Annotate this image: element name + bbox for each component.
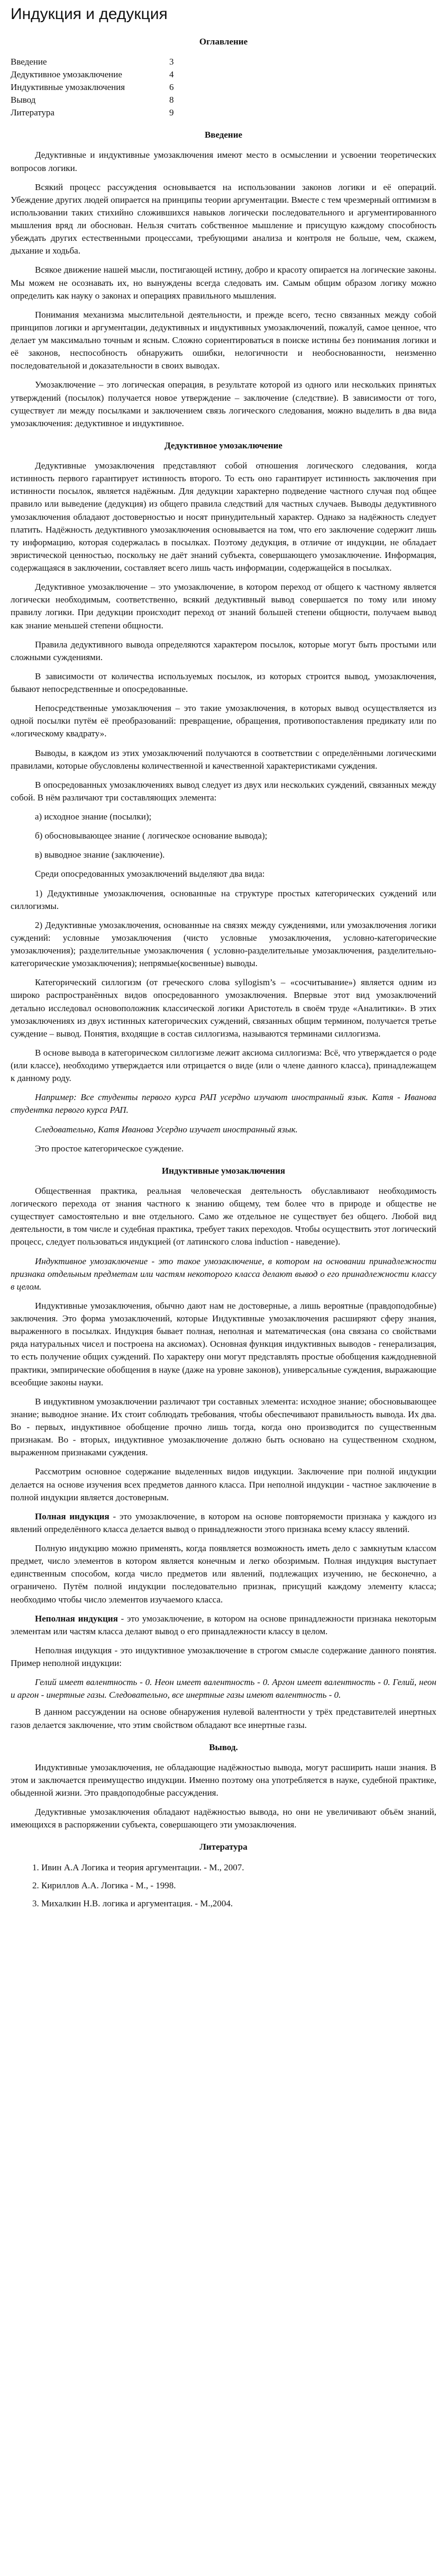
section-heading-intro: Введение (204, 130, 243, 140)
paragraph-text: - это умозаключение, в котором на основе повторяемости признака у каждого из явлений определённого класса делается вывод о принадлежности этого признака всему классу явлений. (11, 1511, 436, 1534)
reference-item: 1. Ивин А.А Логика и теория аргументации. - М., 2007. (41, 1861, 436, 1874)
paragraph: Дедуктивное умозаключение – это умозаключение, в котором переход от общего к частному является логически необходимым, соответственно, всякий дедуктивный вывод совершается по тому или иному правилу логики. При дедукции происходит переход от знаний большей степени общности, получаем вывод как знание меньшей степени общности. (11, 582, 436, 631)
definition-paragraph: Индуктивное умозаключение - это такое умозаключение, в котором на основании принадлежности признака отдельным предметам или частям некоторого класса делают вывод о его принадлежности классу в целом. (11, 1256, 436, 1292)
example-paragraph: Гелий имеет валентность - 0. Неон имеет валентность - 0. Аргон имеет валентность - 0. Гелий, неон и аргон - инертные газы. Следовательно, все инертные газы имеют валентность - 0. (11, 1677, 436, 1700)
paragraph: Правила дедуктивного вывода определяются характером посылок, которые могут быть простыми или сложными суждениями. (11, 639, 436, 662)
toc-entry: Литература (11, 107, 54, 118)
paragraph: Индуктивные умозаключения, не обладающие надёжностью вывода, могут расширить наши знания. В этом и заключается преимущество индукции. Именно поэтому она употребляется в науке, судебной практике, обыденной жизни. Это правдоподобные рассуждения. (11, 1762, 436, 1798)
paragraph: Всякий процесс рассуждения основывается на использовании законов логики и её операций. Убеждение других людей опирается на принципы теории аргументации. Вместе с тем чрезмерный оптимизм в использовании таких стихийно сложившихся навыков логически последовательного и аргументированного мышления вряд ли обоснован. Нельзя считать собственное мышление и присущую каждому способность убеждать других естественными процессами, требующими анализа и контроля не больше, чем, скажем, дыхание и ходьба. (11, 182, 436, 256)
paragraph (11, 1510, 436, 1536)
term-incomplete-induction: Неполная индукция (35, 1613, 118, 1624)
references-list (11, 1861, 436, 1910)
toc-entry: Дедуктивное умозаключение (11, 69, 122, 79)
toc-row[interactable] (11, 106, 180, 119)
paragraph: Умозаключение – это логическая операция, в результате которой из одного или нескольких принятых утверждений (посылок) получается новое утверждение – заключение (следствие). В зависимости от того, существует ли между посылками и заключением связь логического следования, можно выделить в два вида умозаключения: дедуктивное и индуктивное. (11, 380, 436, 428)
toc-page-number: 8 (169, 95, 174, 105)
paragraph: В основе вывода в категорическом силлогизме лежит аксиома силлогизма: Всё, что утверждается о роде (или классе), необходимо утверждается или отрицается о виде (или о члене данного класса), принадлежащем к данному роду. (11, 1047, 436, 1084)
list-item: а) исходное знание (посылки); (35, 812, 152, 822)
paragraph: Общественная практика, реальная человеческая деятельность обуславливают необходимость логического перехода от знания частного к знанию общему, тем более что в природе и обществе не существует самостоятельно и вне отдельного. Само же отдельное не существует без общего. Любой вид деятельности, в том числе и судебная практика, требует таких переходов. Чтобы осуществить этот логический процесс, следует пользоваться индукцией (от латинского слова induction - наведение). (11, 1185, 436, 1247)
paragraph: Категорический силлогизм (от греческого слова syllogism’s – «сосчитывание») является одним из широко распространённых видов опосредованного умозаключения. Впервые этот вид умозаключений детально исследовал основоположник классической логики Аристотель в своём труде «Аналитики». В этих умозаключениях из двух истинных категорических суждений, связанных общим термином, получается третье суждение – вывод. Понятия, входящие в состав силлогизма, называются терминами силлогизма. (11, 977, 436, 1039)
reference-item: 2. Кириллов А.А. Логика - М., - 1998. (41, 1879, 436, 1892)
toc-row[interactable] (11, 81, 180, 94)
paragraph (11, 1613, 436, 1638)
paragraph: В зависимости от количества используемых посылок, из которых строится вывод, умозаключения, бывают непосредственные и опосредованные. (11, 671, 436, 695)
toc-page-number: 4 (169, 69, 174, 79)
example-paragraph: Например: Все студенты первого курса РАП усердно изучают иностранный язык. Катя - Иванова студентка первого курса РАП. (11, 1092, 436, 1115)
paragraph: Среди опосредованных умозаключений выделяют два вида: (35, 869, 265, 879)
paragraph-text: - это умозаключение, в котором на основе принадлежности признака некоторым элементам или частям класса делают вывод о его принадлежности классу в целом. (11, 1613, 437, 1636)
toc-page-number: 6 (169, 82, 174, 92)
toc-heading: Оглавление (199, 36, 248, 47)
paragraph: В индуктивном умозаключении различают три составных элемента: исходное знание; обосновывающее знание; выводное знание. Их стоит соблюдать требования, чтобы обеспечивают правильность вывода. Их два. Во - первых, индуктивное обобщение прочно лишь тогда, когда оно производится по существенным признакам. Во - вторых, индуктивное умозаключение должно быть основано на существенном сходном, выраженном признаками суждения. (11, 1396, 436, 1458)
list-item: в) выводное знание (заключение). (35, 850, 165, 860)
reference-item: 3. Михалкин Н.В. логика и аргументация. - М.,2004. (41, 1897, 436, 1910)
toc-entry: Индуктивные умозаключения (11, 82, 125, 92)
example-paragraph: Следовательно, Катя Иванова Усердно изучает иностранный язык. (35, 1124, 298, 1134)
toc-page-number: 3 (169, 56, 174, 67)
list-item: б) обосновывающее знание ( логическое основание вывода); (35, 831, 268, 841)
toc-page-number: 9 (169, 107, 174, 118)
paragraph: Полную индукцию можно применять, когда появляется возможность иметь дело с замкнутым классом предмет, число элементов в котором является конечным и легко обозримым. Полная индукция выступает единственным способом, когда число предметов или явлений, подлежащих изучению, не бесконечно, а ограничено. Путём полной индукции последовательно признак, присущий каждому элементу класса; необходимо чтобы число элементов изучаемого класса. (11, 1543, 436, 1605)
paragraph: Непосредственные умозаключения – это такие умозаключения, в которых вывод осуществляется из одной посылки путём её преобразований: превращение, обращения, противопоставления предикату или по «логическому квадрату». (11, 703, 436, 739)
toc-row[interactable] (11, 68, 180, 81)
section-heading-literature: Литература (199, 1842, 248, 1852)
section-heading-deduction: Дедуктивное умозаключение (164, 440, 282, 451)
toc-entry: Введение (11, 56, 47, 67)
paragraph: В опосредованных умозаключениях вывод следует из двух или нескольких суждений, связанных между собой. В нём различают три составляющих элемента: (11, 779, 436, 803)
paragraph: Рассмотрим основное содержание выделенных видов индукции. Заключение при полной индукции делается на основе изучения всех предметов данного класса. При неполной индукции - частное заключение в полной индукции является достоверным. (11, 1466, 436, 1502)
section-heading-conclusion: Вывод. (209, 1742, 238, 1752)
paragraph: Всякое движение нашей мысли, постигающей истину, добро и красоту опирается на логические законы. Мы можем не осознавать их, но вынуждены всегда следовать им. Самым общим образом логику можно определить как науку о законах и операциях правильного мышления. (11, 265, 436, 301)
toc-entry: Вывод (11, 95, 36, 105)
paragraph: 2) Дедуктивные умозаключения, основанные на связях между суждениями, или умозаключения логики суждений: условные умозаключения (чисто условные умозаключения, условно-категорические умозаключения); разделительные умозаключения ( условно-разделительные умозаключения, разделительно-категорические умозаключения); непрямые(косвенные) выводы. (11, 920, 436, 969)
toc-row[interactable] (11, 56, 180, 68)
paragraph: Индуктивные умозаключения, обычно дают нам не достоверные, а лишь вероятные (правдоподобные) заключения. Это форма умозаключений, которые Индуктивные умозаключения расширяют сферу знания, выраженного в посылках. Индукция бывает полная, неполная и математическая (она связана со свойствами ряда натуральных чисел и построена на аксиомах). Основная функция индуктивных выводов - генерализация, то есть получение общих суждений. По характеру они могут представлять простые обобщения каждодневной практики, эмпирические обобщения в науке (даже на уровне законов), универсальные суждения, выражающие всеобщие законы науки. (11, 1300, 436, 1388)
paragraph: Неполная индукция - это индуктивное умозаключение в строгом смысле содержание данного понятия. Пример неполной индукции: (11, 1645, 436, 1669)
paragraph: В данном рассуждении на основе обнаружения нулевой валентности у трёх представителей инертных газов делается заключение, что этим свойством обладают все инертные газы. (11, 1707, 436, 1730)
paragraph: 1) Дедуктивные умозаключения, основанные на структуре простых категорических суждений или силлогизмы. (11, 888, 436, 911)
paragraph: Понимания механизма мыслительной деятельности, и прежде всего, тесно связанных между собой принципов логики и аргументации, дедуктивных и индуктивных умозаключений, пожалуй, самое ценное, что делает ум максимально точным и ясным. Сложно сориентироваться в поиске истины без понимания логики и её законов, неспособность обнаружить ошибки, нелогичности и необоснованности, неизменно последовательной и доказательности в своих выводах. (11, 309, 436, 371)
toc-row[interactable] (11, 94, 180, 106)
paragraph: Дедуктивные и индуктивные умозаключения имеют место в осмыслении и усвоении теоретических вопросов логики. (11, 150, 436, 173)
term-full-induction: Полная индукция (35, 1511, 109, 1521)
paragraph: Дедуктивные умозаключения обладают надёжностью вывода, но они не увеличивают объём знаний, имеющихся в распоряжении субъекта, совершающего эти умозаключения. (11, 1807, 436, 1830)
paragraph: Выводы, в каждом из этих умозаключений получаются в соответствии с определёнными логическими правилами, которые обусловлены количественной и качественной характеристиками суждения. (11, 747, 436, 771)
section-heading-induction: Индуктивные умозаключения (161, 1165, 286, 1176)
document-title: Индукция и дедукция (11, 5, 168, 23)
paragraph: Дедуктивные умозаключения представляют собой отношения логического следования, когда истинность первого гарантирует истинность второго. То есть оно гарантирует истинность заключения при истинности посылок, является надёжным. Для дедукции характерно подведение частного случая под общее правило или выведение (дедукция) из общего правила следствий для частных случаев. Выводы дедуктивного умозаключения обладают достоверностью и носят принудительный характер. Однако за надёжность следует платить. Надёжность дедуктивного умозаключения основывается на том, что его заключение содержит лишь ту информацию, которая содержалась в посылках. Поэтому дедукция, в отличие от индукции, не обладает эвристической ценностью, поскольку не даёт знаний субъекта, совершающего умозаключение. Информация, содержащаяся в заключении, составляет всего лишь часть информации, содержащейся в посылках. (11, 461, 436, 573)
table-of-contents (11, 56, 180, 120)
paragraph: Это простое категорическое суждение. (35, 1143, 184, 1154)
